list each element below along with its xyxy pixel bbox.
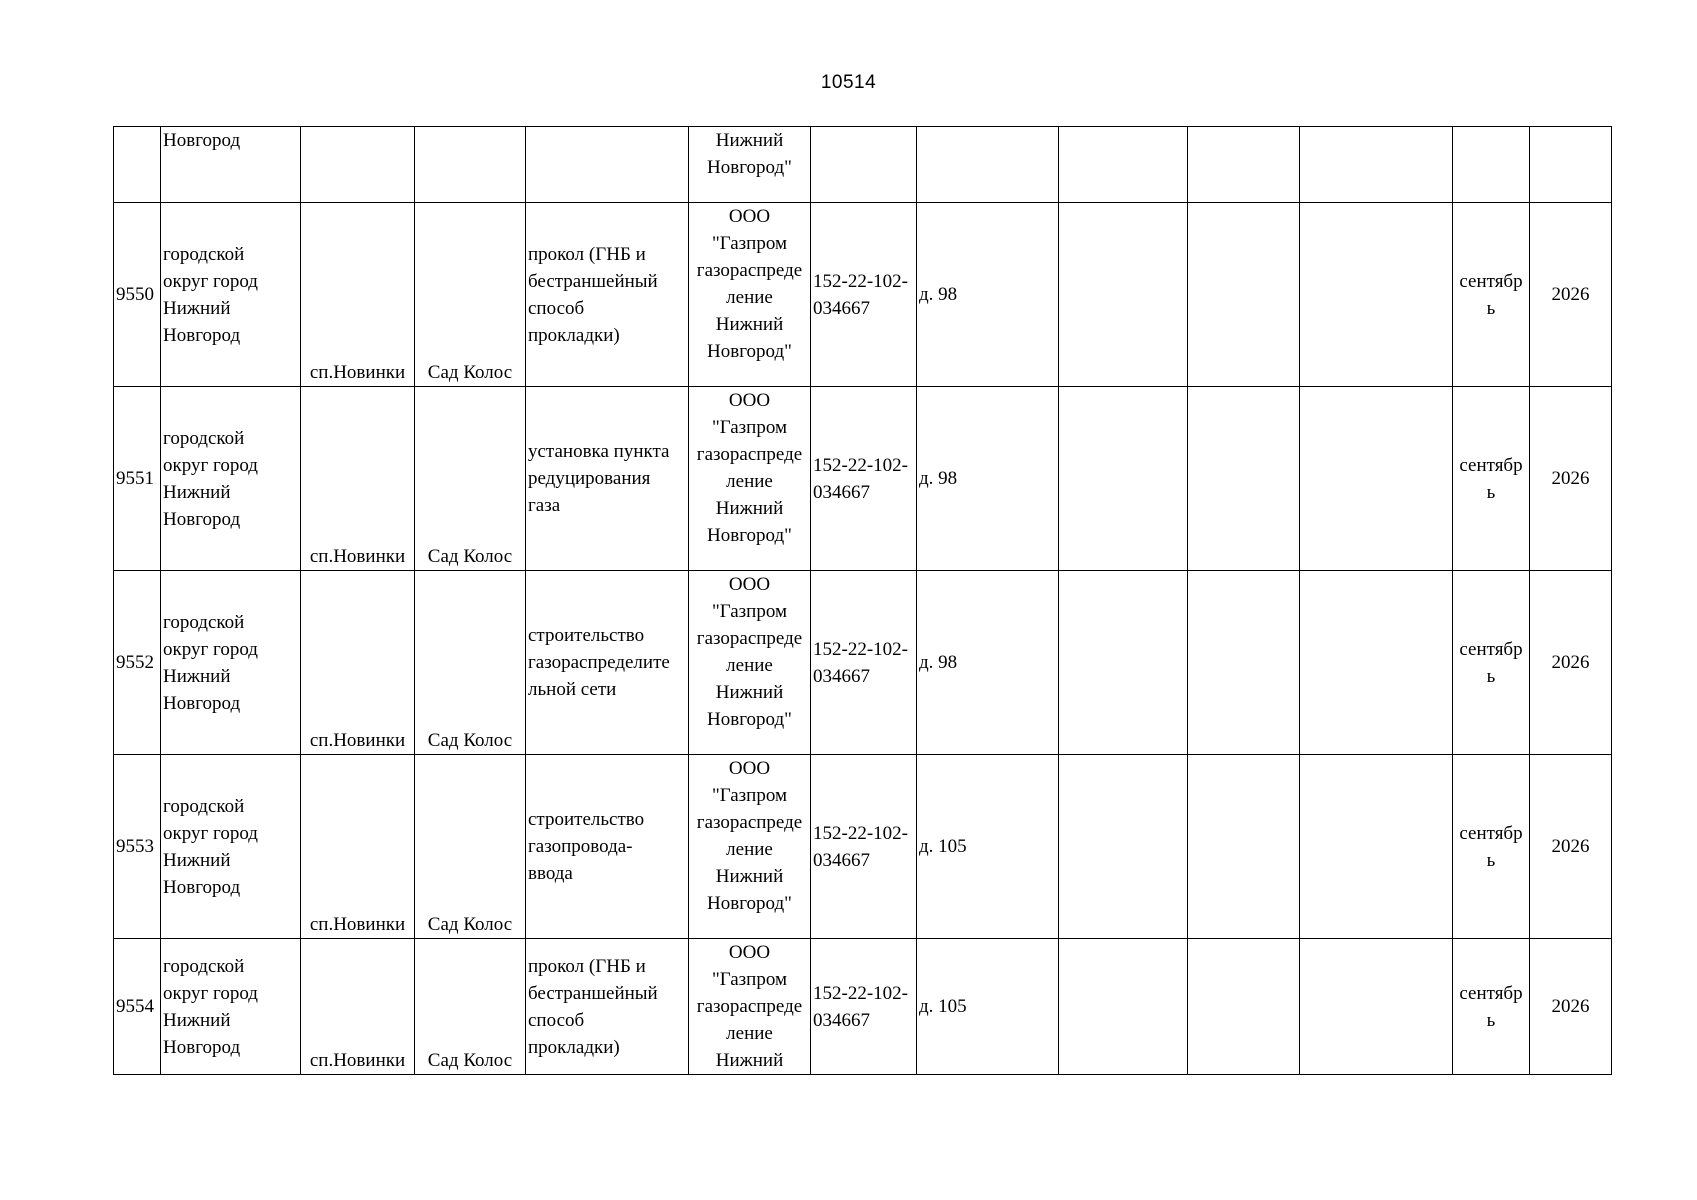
settlement-cell: сп.Новинки (301, 203, 415, 387)
year-cell: 2026 (1530, 755, 1612, 939)
empty-cell (1059, 387, 1188, 571)
work-cell: строительство газопровода- ввода (526, 755, 689, 939)
row-number: 9550 (114, 203, 161, 387)
empty-cell (1188, 755, 1300, 939)
work-cell: прокол (ГНБ и бестраншейный способ прокладки) (526, 939, 689, 1075)
empty-cell (1188, 387, 1300, 571)
empty-cell (1059, 939, 1188, 1075)
empty-cell (1188, 939, 1300, 1075)
house-cell: д. 105 (917, 755, 1059, 939)
organization-cell: ООО "Газпром газораспреде ление Нижний Новгород" (689, 203, 811, 387)
street-cell: Сад Колос (415, 203, 526, 387)
page-number: 10514 (820, 72, 877, 93)
district-cell: Новгород (161, 127, 301, 203)
empty-cell (1300, 127, 1453, 203)
empty-cell (1188, 571, 1300, 755)
house-cell (917, 127, 1059, 203)
code-cell: 152-22-102- 034667 (811, 571, 917, 755)
street-cell: Сад Колос (415, 939, 526, 1075)
month-cell: сентябр ь (1453, 571, 1530, 755)
house-cell: д. 98 (917, 571, 1059, 755)
year-cell: 2026 (1530, 939, 1612, 1075)
empty-cell (1300, 387, 1453, 571)
work-cell: прокол (ГНБ и бестраншейный способ прокладки) (526, 203, 689, 387)
table-row (114, 939, 1612, 1075)
code-cell: 152-22-102- 034667 (811, 755, 917, 939)
empty-cell (1059, 571, 1188, 755)
table-row (114, 203, 1612, 387)
settlement-cell: сп.Новинки (301, 755, 415, 939)
month-cell: сентябр ь (1453, 755, 1530, 939)
continuation-row (114, 127, 1612, 203)
month-cell: сентябр ь (1453, 939, 1530, 1075)
empty-cell (1059, 755, 1188, 939)
settlement-cell: сп.Новинки (301, 387, 415, 571)
empty-cell (1059, 203, 1188, 387)
year-cell: 2026 (1530, 387, 1612, 571)
year-cell (1530, 127, 1612, 203)
work-cell: установка пункта редуцирования газа (526, 387, 689, 571)
street-cell: Сад Колос (415, 755, 526, 939)
organization-cell: ООО "Газпром газораспреде ление Нижний Новгород" (689, 571, 811, 755)
district-cell: городской округ город Нижний Новгород (161, 203, 301, 387)
organization-cell: ООО "Газпром газораспреде ление Нижний Новгород" (689, 387, 811, 571)
district-cell: городской округ город Нижний Новгород (161, 755, 301, 939)
month-cell: сентябр ь (1453, 203, 1530, 387)
settlement-cell (301, 127, 415, 203)
row-number: 9553 (114, 755, 161, 939)
house-cell: д. 98 (917, 203, 1059, 387)
district-cell: городской округ город Нижний Новгород (161, 387, 301, 571)
empty-cell (1300, 571, 1453, 755)
organization-cell: ООО "Газпром газораспреде ление Нижний Новгород" (689, 755, 811, 939)
month-cell (1453, 127, 1530, 203)
empty-cell (1300, 939, 1453, 1075)
code-cell (811, 127, 917, 203)
code-cell: 152-22-102- 034667 (811, 939, 917, 1075)
street-cell (415, 127, 526, 203)
row-number: 9552 (114, 571, 161, 755)
settlement-cell: сп.Новинки (301, 939, 415, 1075)
month-cell: сентябр ь (1453, 387, 1530, 571)
district-cell: городской округ город Нижний Новгород (161, 939, 301, 1075)
empty-cell (1188, 127, 1300, 203)
code-cell: 152-22-102- 034667 (811, 203, 917, 387)
house-cell: д. 98 (917, 387, 1059, 571)
empty-cell (1300, 755, 1453, 939)
house-cell: д. 105 (917, 939, 1059, 1075)
work-cell: строительство газораспределите льной сети (526, 571, 689, 755)
year-cell: 2026 (1530, 203, 1612, 387)
settlement-cell: сп.Новинки (301, 571, 415, 755)
work-cell (526, 127, 689, 203)
street-cell: Сад Колос (415, 387, 526, 571)
table-row (114, 387, 1612, 571)
table-row (114, 571, 1612, 755)
district-cell: городской округ город Нижний Новгород (161, 571, 301, 755)
empty-cell (1188, 203, 1300, 387)
num-cell (114, 127, 161, 203)
street-cell: Сад Колос (415, 571, 526, 755)
row-number: 9551 (114, 387, 161, 571)
organization-cell: Нижний Новгород" (689, 127, 811, 203)
code-cell: 152-22-102- 034667 (811, 387, 917, 571)
work-schedule-table (113, 126, 1612, 1075)
table-row (114, 755, 1612, 939)
organization-cell: ООО "Газпром газораспреде ление Нижний (689, 939, 811, 1075)
row-number: 9554 (114, 939, 161, 1075)
year-cell: 2026 (1530, 571, 1612, 755)
empty-cell (1300, 203, 1453, 387)
empty-cell (1059, 127, 1188, 203)
